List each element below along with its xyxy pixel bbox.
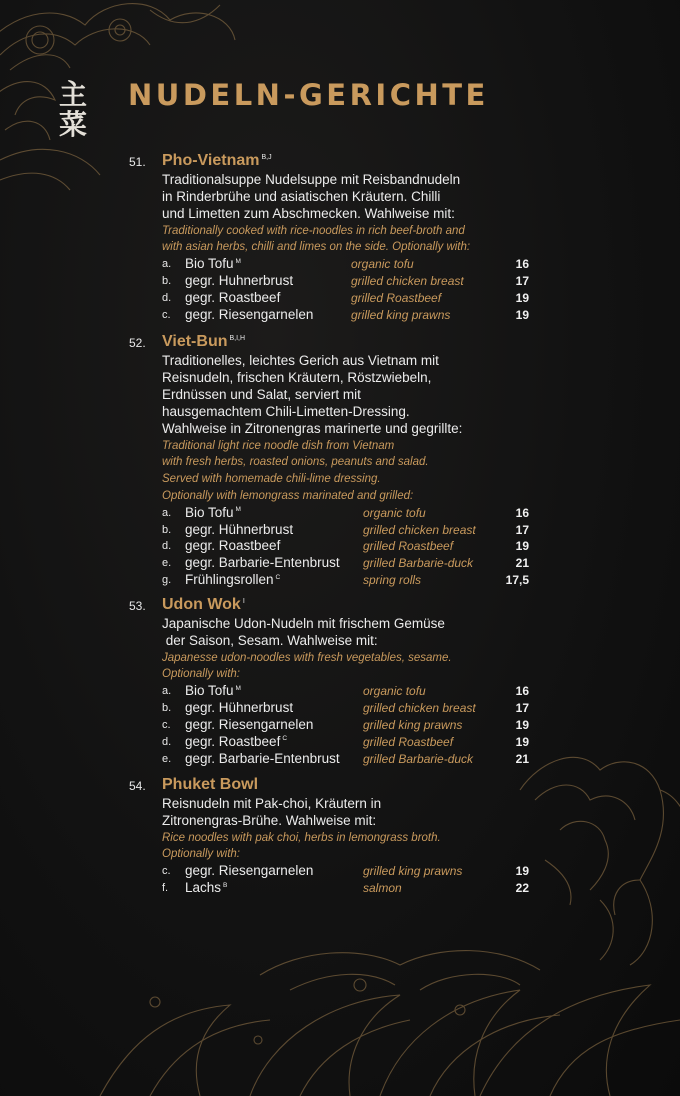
option-name-de: gegr. Hühnerbrust: [185, 521, 294, 537]
option-name-en: grilled Roastbeef: [363, 734, 454, 749]
option-price: 19: [515, 291, 529, 305]
option-price: 22: [515, 881, 529, 896]
option-name-de: gegr. Barbarie-Entenbrust: [185, 555, 340, 571]
option-price: 21: [515, 556, 529, 571]
dish-number: 51.: [129, 155, 146, 169]
option-letter: g.: [162, 574, 172, 586]
option-price: 16: [515, 505, 529, 520]
option-letter: a.: [162, 685, 172, 698]
option-name-de: gegr. Barbarie-Entenbrust: [185, 750, 340, 766]
option-row: [0, 863, 680, 880]
option-row: [0, 522, 680, 539]
option-name-de: gegr. Huhnerbrust: [185, 273, 294, 289]
dish-number: 52.: [129, 336, 146, 350]
dish-number: 53.: [129, 599, 146, 613]
option-name-de: Lachs $^B$: [185, 880, 228, 896]
option-letter: a.: [162, 258, 172, 271]
option-name-de: Bio Tofu $^M$: [185, 256, 241, 272]
description-de: Traditionelles, leichtes Gerich aus Vietnam mit Reisnudeln, frischen Kräutern, Röstzwiebeln, Erdnüssen und Salat, serviert mit hausgemachtem Chili-Limetten-Dressing. Wahlweise in Zitronengras marinerte und gegrillte:: [162, 353, 463, 436]
description-en: Rice noodles with pak choi, herbs in lemongrass broth. Optionally with:: [162, 831, 441, 861]
option-row: [0, 290, 680, 307]
option-row: [0, 273, 680, 290]
option-row: [0, 700, 680, 717]
option-letter: c.: [162, 865, 171, 878]
kanji-char: 菜: [58, 108, 87, 141]
dish-number: 54.: [129, 779, 146, 793]
dish-name: Udon Wok $^I$: [162, 596, 245, 613]
option-price: 19: [515, 864, 529, 879]
option-letter: e.: [162, 752, 172, 765]
option-name-de: Bio Tofu $^M$: [185, 504, 241, 520]
option-name-de: gegr. Roastbeef: [185, 538, 281, 554]
option-price: 16: [515, 257, 529, 272]
allergen-note: C: [282, 735, 288, 743]
allergen-note: M: [235, 506, 241, 514]
option-name-de: gegr. Riesengarnelen: [185, 717, 314, 732]
option-row: [0, 734, 680, 751]
option-letter: f.: [162, 882, 169, 895]
dish-name: Phuket Bowl: [162, 776, 259, 793]
option-price: 17: [515, 274, 529, 289]
option-row: [0, 683, 680, 700]
option-name-de: gegr. Riesengarnelen: [185, 306, 314, 322]
option-letter: a.: [162, 506, 172, 519]
option-row: [0, 256, 680, 273]
option-row: [0, 880, 680, 897]
description-de: Reisnudeln mit Pak-choi, Kräutern in Zitronengras-Brühe. Wahlweise mit:: [162, 796, 382, 828]
option-row: [0, 572, 680, 589]
dish-name: Viet-Bun $^{B,I,H}$: [162, 333, 246, 350]
option-price: 16: [515, 684, 529, 699]
description-en: Traditionally cooked with rice-noodles in rich beef-broth and with asian herbs, chilli and limes on the side. Optionally with:: [162, 224, 471, 254]
option-row: [0, 505, 680, 522]
option-price: 19: [515, 718, 529, 732]
allergen-note: I: [242, 597, 245, 605]
option-price: 17: [515, 522, 529, 537]
option-price: 21: [515, 751, 529, 766]
option-row: [0, 538, 680, 555]
description-de: Traditionalsuppe Nudelsuppe mit Reisbandnudeln in Rinderbrühe und asiatischen Kräutern. Chilli und Limetten zum Abschmecken. Wahlweise mit:: [162, 172, 461, 221]
option-name-en: grilled Barbarie-duck: [363, 751, 474, 766]
option-price: 17: [515, 701, 529, 716]
option-name-en: organic tofu: [363, 505, 426, 520]
page-title: NUDELN-GERICHTE: [128, 78, 489, 112]
option-name-en: grilled Roastbeef: [363, 539, 454, 554]
allergen-note: B,I,H: [229, 334, 246, 342]
option-name-en: salmon: [363, 881, 402, 896]
option-row: [0, 307, 680, 324]
option-letter: d.: [162, 292, 172, 304]
option-name-de: Frühlingsrollen $^C$: [185, 572, 281, 587]
option-letter: d.: [162, 735, 172, 748]
option-name-en: grilled king prawns: [351, 307, 451, 322]
option-name-de: gegr. Hühnerbrust: [185, 700, 294, 716]
description-en: Japanesse udon-noodles with fresh vegetables, sesame. Optionally with:: [162, 651, 452, 681]
allergen-note: B,J: [261, 153, 272, 161]
option-price: 19: [515, 539, 529, 554]
description-de: Japanische Udon-Nudeln mit frischem Gemüse der Saison, Sesam. Wahlweise mit:: [162, 616, 445, 648]
allergen-note: C: [275, 573, 281, 581]
allergen-note: M: [235, 684, 241, 692]
option-name-en: organic tofu: [363, 684, 426, 699]
option-letter: b.: [162, 523, 172, 536]
option-name-de: Bio Tofu $^M$: [185, 683, 241, 699]
option-name-en: grilled chicken breast: [351, 274, 464, 289]
option-letter: c.: [162, 719, 171, 731]
option-name-de: gegr. Riesengarnelen: [185, 863, 314, 879]
option-row: [0, 555, 680, 572]
option-letter: c.: [162, 308, 171, 321]
option-letter: b.: [162, 275, 172, 288]
description-en: Traditional light rice noodle dish from Vietnam with fresh herbs, roasted onions, peanuts and salad. Served with homemade chili-lime dressing. Optionally with lemongrass marinated and grilled:: [162, 439, 429, 502]
option-name-en: organic tofu: [351, 257, 414, 272]
kanji-char: 主: [58, 78, 87, 111]
dish-name: Pho-Vietnam $^{B,J}$: [162, 152, 272, 169]
allergen-note: M: [235, 257, 241, 265]
option-price: 19: [515, 307, 529, 322]
option-row: [0, 751, 680, 768]
option-price: 19: [515, 734, 529, 749]
option-letter: e.: [162, 557, 172, 570]
option-name-de: gegr. Roastbeef: [185, 290, 281, 305]
option-row: [0, 717, 680, 734]
option-name-en: grilled Barbarie-duck: [363, 556, 474, 571]
option-letter: d.: [162, 540, 172, 553]
option-name-de: gegr. Roastbeef $^C$: [185, 733, 288, 749]
option-letter: b.: [162, 702, 172, 715]
allergen-note: B: [223, 881, 228, 889]
kanji-emblem: [58, 80, 88, 140]
option-name-en: grilled king prawns: [363, 718, 463, 732]
option-name-en: grilled king prawns: [363, 864, 463, 879]
option-name-en: grilled Roastbeef: [351, 291, 442, 305]
option-price: 17,5: [505, 573, 529, 587]
option-name-en: spring rolls: [363, 573, 422, 587]
option-name-en: grilled chicken breast: [363, 522, 476, 537]
option-name-en: grilled chicken breast: [363, 701, 476, 716]
